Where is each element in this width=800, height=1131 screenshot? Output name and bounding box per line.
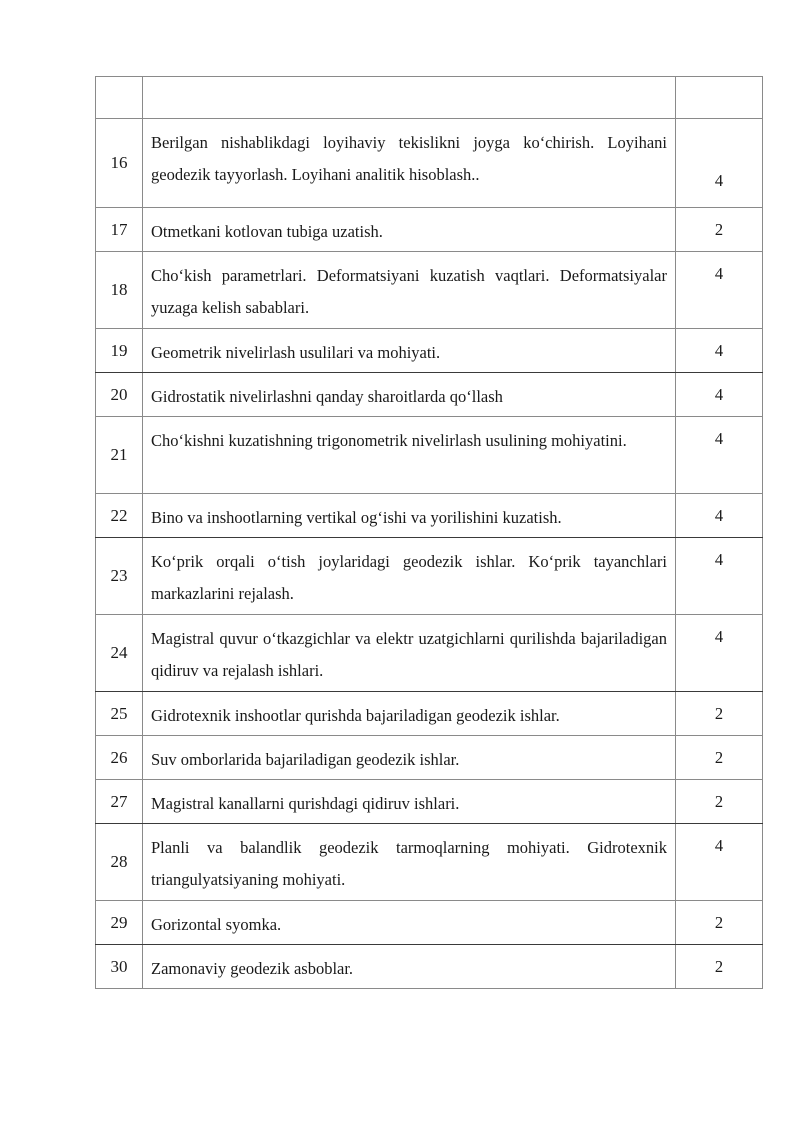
row-number: 30 <box>96 945 143 989</box>
row-number: 18 <box>96 252 143 329</box>
hours-cell: 2 <box>676 780 763 824</box>
table-row <box>96 252 763 329</box>
hours-cell: 2 <box>676 901 763 945</box>
row-number: 28 <box>96 824 143 901</box>
topics-table <box>95 76 763 989</box>
topic-cell: Cho‘kish parametrlari. Deformatsiyani kuzatish vaqtlari. Deformatsiyalar yuzaga kelish sabablari. <box>143 252 676 329</box>
table-row <box>96 824 763 901</box>
table-row <box>96 901 763 945</box>
topic-cell: Gorizontal syomka. <box>143 901 676 945</box>
row-number <box>96 77 143 119</box>
topic-cell: Zamonaviy geodezik asboblar. <box>143 945 676 989</box>
topic-cell: Suv omborlarida bajariladigan geodezik ishlar. <box>143 736 676 780</box>
table-row <box>96 692 763 736</box>
table-row <box>96 945 763 989</box>
hours-cell: 4 <box>676 329 763 373</box>
hours-cell: 4 <box>676 373 763 417</box>
hours-cell: 4 <box>676 538 763 615</box>
topic-cell <box>143 77 676 119</box>
topic-cell: Otmetkani kotlovan tubiga uzatish. <box>143 208 676 252</box>
table-row <box>96 119 763 208</box>
topic-cell: Gidrostatik nivelirlashni qanday sharoitlarda qo‘llash <box>143 373 676 417</box>
topic-cell: Magistral kanallarni qurishdagi qidiruv ishlari. <box>143 780 676 824</box>
hours-cell: 4 <box>676 417 763 494</box>
hours-cell: 4 <box>676 252 763 329</box>
hours-cell: 4 <box>676 615 763 692</box>
hours-cell <box>676 77 763 119</box>
row-number: 17 <box>96 208 143 252</box>
table-row <box>96 329 763 373</box>
row-number: 22 <box>96 494 143 538</box>
topic-cell: Bino va inshootlarning vertikal og‘ishi va yorilishini kuzatish. <box>143 494 676 538</box>
row-number: 20 <box>96 373 143 417</box>
table-row <box>96 208 763 252</box>
topic-cell: Magistral quvur o‘tkazgichlar va elektr uzatgichlarni qurilishda bajariladigan qidiruv va rejalash ishlari. <box>143 615 676 692</box>
topic-cell: Gidrotexnik inshootlar qurishda bajariladigan geodezik ishlar. <box>143 692 676 736</box>
row-number: 27 <box>96 780 143 824</box>
row-number: 25 <box>96 692 143 736</box>
row-number: 16 <box>96 119 143 208</box>
table-row <box>96 615 763 692</box>
row-number: 26 <box>96 736 143 780</box>
table-row <box>96 77 763 119</box>
row-number: 23 <box>96 538 143 615</box>
table-row <box>96 373 763 417</box>
table-row <box>96 417 763 494</box>
row-number: 21 <box>96 417 143 494</box>
hours-cell: 2 <box>676 208 763 252</box>
row-number: 24 <box>96 615 143 692</box>
hours-cell: 2 <box>676 692 763 736</box>
table-row <box>96 494 763 538</box>
table-row <box>96 780 763 824</box>
topic-cell: Cho‘kishni kuzatishning trigonometrik nivelirlash usulining mohiyatini. <box>143 417 676 494</box>
hours-cell: 4 <box>676 824 763 901</box>
hours-cell: 2 <box>676 736 763 780</box>
row-number: 19 <box>96 329 143 373</box>
topic-cell: Geometrik nivelirlash usulilari va mohiyati. <box>143 329 676 373</box>
hours-cell: 2 <box>676 945 763 989</box>
topic-cell: Berilgan nishablikdagi loyihaviy tekislikni joyga ko‘chirish. Loyihani geodezik tayyorlash. Loyihani analitik hisoblash.. <box>143 119 676 208</box>
table-row <box>96 736 763 780</box>
topic-cell: Planli va balandlik geodezik tarmoqlarning mohiyati. Gidrotexnik triangulyatsiyaning mohiyati. <box>143 824 676 901</box>
hours-cell: 4 <box>676 494 763 538</box>
row-number: 29 <box>96 901 143 945</box>
hours-cell: 4 <box>676 119 763 208</box>
table-row <box>96 538 763 615</box>
topic-cell: Ko‘prik orqali o‘tish joylaridagi geodezik ishlar. Ko‘prik tayanchlari markazlarini rejalash. <box>143 538 676 615</box>
